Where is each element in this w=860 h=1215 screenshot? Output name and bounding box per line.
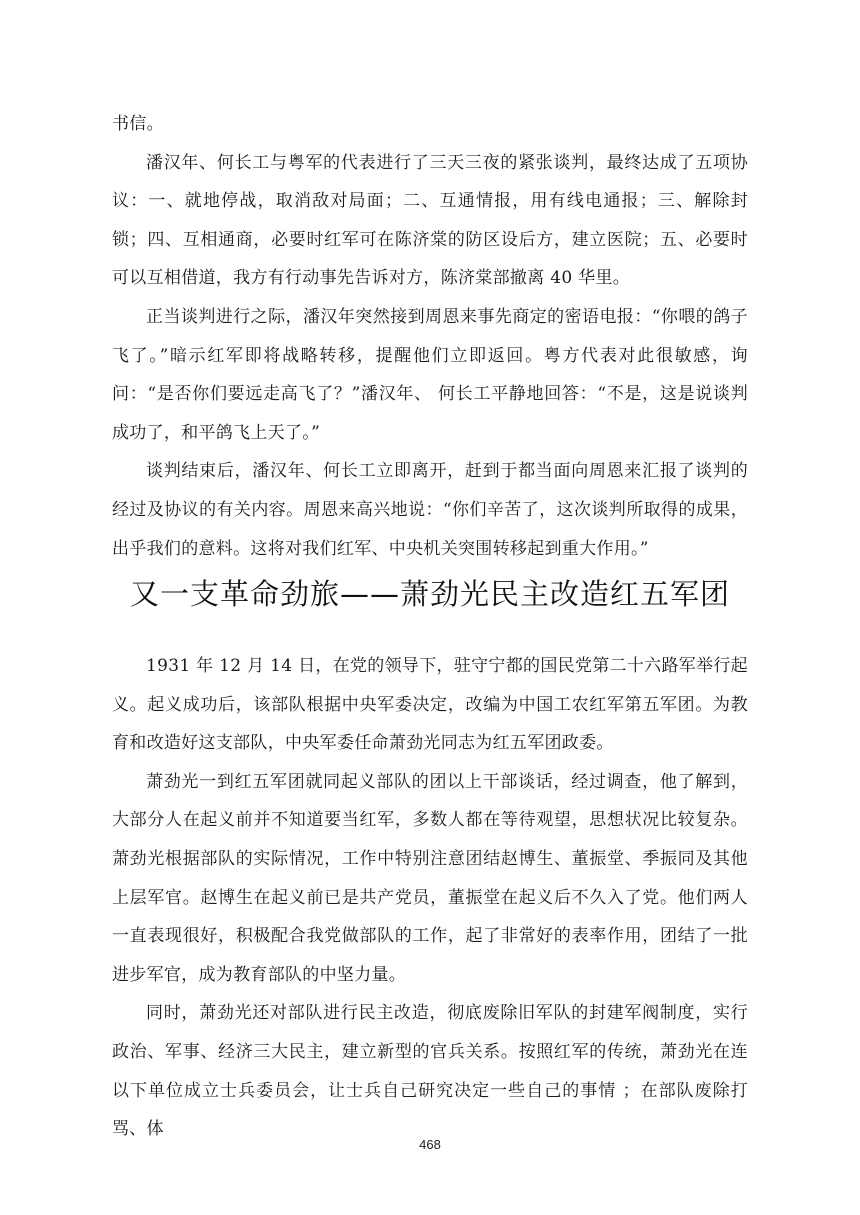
article-body-top — [112, 105, 748, 568]
article-body-bottom — [112, 647, 748, 1149]
page-number: 468 — [419, 1137, 441, 1152]
paragraph: 潘汉年、何长工与粤军的代表进行了三天三夜的紧张谈判，最终达成了五项协议：一、就地停战，取消敌对局面；二、互通情报，用有线电通报；三、解除封锁；四、互相通商，必要时红军可在陈济棠的防区设后方，建立医院；五、必要时可以互相借道，我方有行动事先告诉对方，陈济棠部撤离 40 华里。 — [112, 152, 748, 289]
paragraph: 谈判结束后，潘汉年、何长工立即离开，赶到于都当面向周恩来汇报了谈判的经过及协议的有关内容。周恩来高兴地说：“你们辛苦了，这次谈判所取得的成果，出乎我们的意料。这将对我们红军、中央机关突围转移起到重大作用。” — [112, 461, 748, 559]
paragraph: 正当谈判进行之际，潘汉年突然接到周恩来事先商定的密语电报：“你喂的鸽子飞了。”暗示红军即将战略转移，提醒他们立即返回。粤方代表对此很敏感，询问：“是否你们要远走高飞了？”潘汉年、 何长工平静地回答：“不是，这是说谈判成功了，和平鸽飞上天了。” — [112, 306, 748, 443]
paragraph: 同时，萧劲光还对部队进行民主改造，彻底废除旧军队的封建军阀制度，实行政治、军事、经济三大民主，建立新型的官兵关系。按照红军的传统，萧劲光在连以下单位成立士兵委员会，让士兵自己研究决定一些自己的事情 ；在部队废除打骂、体 — [112, 1003, 748, 1140]
section-title: 又一支革命劲旅——萧劲光民主改造红五军团 — [129, 577, 730, 611]
paragraph: 萧劲光一到红五军团就同起义部队的团以上干部谈话，经过调查，他了解到，大部分人在起义前并不知道要当红军，多数人都在等待观望，思想状况比较复杂。萧劲光根据部队的实际情况，工作中特别注意团结赵博生、董振堂、季振同及其他上层军官。赵博生在起义前已是共产党员，董振堂在起义后不久入了党。他们两人一直表现很好，积极配合我党做部队的工作，起了非常好的表率作用，团结了一批进步军官，成为教育部队的中坚力量。 — [112, 771, 748, 985]
paragraph: 1931 年 12 月 14 日，在党的领导下，驻守宁都的国民党第二十六路军举行起义。起义成功后，该部队根据中央军委决定，改编为中国工农红军第五军团。为教育和改造好这支部队，中央军委任命萧劲光同志为红五军团政委。 — [112, 656, 748, 754]
paragraph: 书信。 — [112, 114, 164, 134]
